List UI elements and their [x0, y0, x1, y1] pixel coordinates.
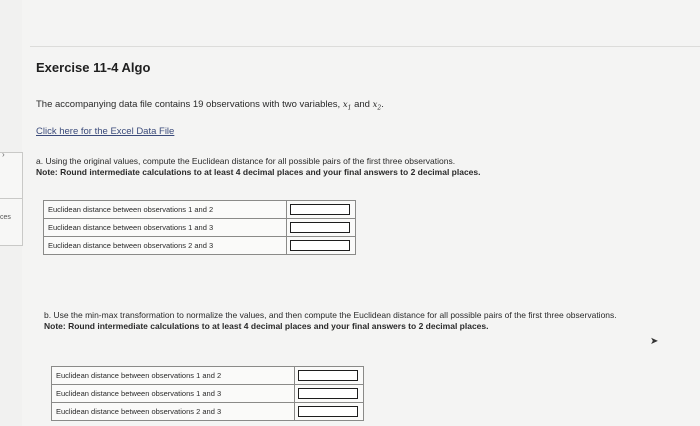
excel-data-file-link[interactable]: Click here for the Excel Data File: [36, 126, 175, 137]
chevron-right-icon: ›: [2, 150, 5, 159]
intro-text: [36, 99, 384, 112]
row-label: Euclidean distance between observations 1 and 3: [44, 219, 287, 237]
exercise-title: Exercise 11-4 Algo: [36, 60, 151, 75]
header-divider: [30, 46, 700, 47]
intro-sentence: The accompanying data file contains 19 observations with two variables,: [36, 99, 343, 110]
row-label: Euclidean distance between observations 1 and 2: [44, 201, 287, 219]
table-row: [52, 385, 364, 403]
table-row: [52, 367, 364, 385]
answer-input-b-1-2[interactable]: [298, 370, 358, 381]
part-b-prompt: b. Use the min-max transformation to normalize the values, and then compute the Euclidean distance for all possible pairs of the first three observations.: [44, 310, 617, 320]
answer-input-b-2-3[interactable]: [298, 406, 358, 417]
var-x2: $x_2$: [372, 100, 382, 112]
mouse-cursor-icon: ➤: [650, 336, 659, 347]
part-a-note: Note: Round intermediate calculations to at least 4 decimal places and your final answers to 2 decimal places.: [36, 167, 481, 177]
left-rail: [0, 0, 22, 426]
row-label: Euclidean distance between observations 1 and 2: [52, 367, 295, 385]
row-label: Euclidean distance between observations 1 and 3: [52, 385, 295, 403]
answer-input-a-2-3[interactable]: [290, 240, 350, 251]
part-b-question: [44, 310, 684, 332]
row-label: Euclidean distance between observations 2 and 3: [44, 237, 287, 255]
part-a-answer-table: [43, 200, 356, 255]
row-label: Euclidean distance between observations 2 and 3: [52, 403, 295, 421]
rail-panel-bottom[interactable]: [0, 198, 23, 246]
table-row: [44, 237, 356, 255]
table-row: [44, 219, 356, 237]
table-row: [44, 201, 356, 219]
answer-input-a-1-2[interactable]: [290, 204, 350, 215]
part-a-question: [36, 156, 656, 178]
table-row: [52, 403, 364, 421]
rail-panel-top[interactable]: [0, 152, 23, 200]
intro-and: and: [351, 99, 373, 110]
answer-input-a-1-3[interactable]: [290, 222, 350, 233]
answer-input-b-1-3[interactable]: [298, 388, 358, 399]
part-b-note: Note: Round intermediate calculations to at least 4 decimal places and your final answers to 2 decimal places.: [44, 321, 489, 331]
var-x1: $x_1$: [342, 100, 352, 112]
rail-label: ces: [0, 214, 11, 221]
part-a-prompt: a. Using the original values, compute the Euclidean distance for all possible pairs of the first three observations.: [36, 156, 456, 166]
part-b-answer-table: [51, 366, 364, 421]
intro-end: .: [381, 99, 384, 110]
